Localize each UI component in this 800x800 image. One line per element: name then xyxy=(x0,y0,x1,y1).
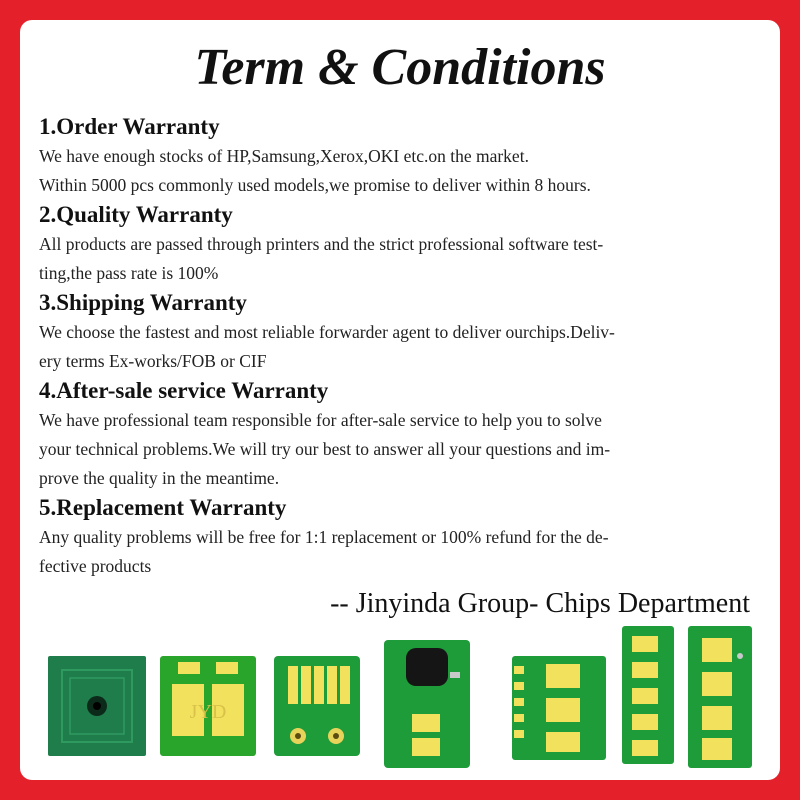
section-text-line: We choose the fastest and most reliable forwarder agent to deliver ourchips.Deliv- xyxy=(39,322,615,342)
section-after-sale-warranty xyxy=(39,376,765,493)
section-text-line: your technical problems.We will try our best to answer all your questions and im- xyxy=(39,439,611,459)
toner-chip-image-3 xyxy=(274,656,360,756)
section-text-line: ery terms Ex-works/FOB or CIF xyxy=(39,351,267,371)
section-heading: 2.Quality Warranty xyxy=(39,202,233,227)
toner-chip-image-1 xyxy=(48,656,146,756)
section-heading: 5.Replacement Warranty xyxy=(39,495,287,520)
toner-chip-image-6 xyxy=(622,626,674,764)
toner-chip-image-5 xyxy=(512,656,606,760)
section-text-line: All products are passed through printers and the strict professional software test- xyxy=(39,234,604,254)
section-text-line: Any quality problems will be free for 1:1 replacement or 100% refund for the de- xyxy=(39,527,609,547)
toner-chip-image-7 xyxy=(688,626,752,768)
section-text-line: We have professional team responsible for after-sale service to help you to solve xyxy=(39,410,602,430)
section-heading: 3.Shipping Warranty xyxy=(39,290,247,315)
chip-logo-text: JYD xyxy=(189,701,227,723)
section-heading: 1.Order Warranty xyxy=(39,114,220,139)
section-heading: 4.After-sale service Warranty xyxy=(39,378,329,403)
section-text-line: Within 5000 pcs commonly used models,we promise to deliver within 8 hours. xyxy=(39,175,591,195)
chip-product-photos xyxy=(0,620,800,770)
section-order-warranty xyxy=(39,112,765,200)
section-quality-warranty xyxy=(39,200,765,288)
page-title: Term & Conditions xyxy=(194,39,606,96)
toner-chip-image-4 xyxy=(384,640,470,768)
terms-content xyxy=(39,112,765,581)
toner-chip-image-2 xyxy=(160,656,256,756)
section-text-line: ting,the pass rate is 100% xyxy=(39,263,219,283)
signature: -- Jinyinda Group- Chips Department xyxy=(330,588,750,619)
section-text-line: We have enough stocks of HP,Samsung,Xerox,OKI etc.on the market. xyxy=(39,146,529,166)
section-replacement-warranty xyxy=(39,493,765,581)
section-shipping-warranty xyxy=(39,288,765,376)
section-text-line: prove the quality in the meantime. xyxy=(39,468,280,488)
section-text-line: fective products xyxy=(39,556,152,576)
